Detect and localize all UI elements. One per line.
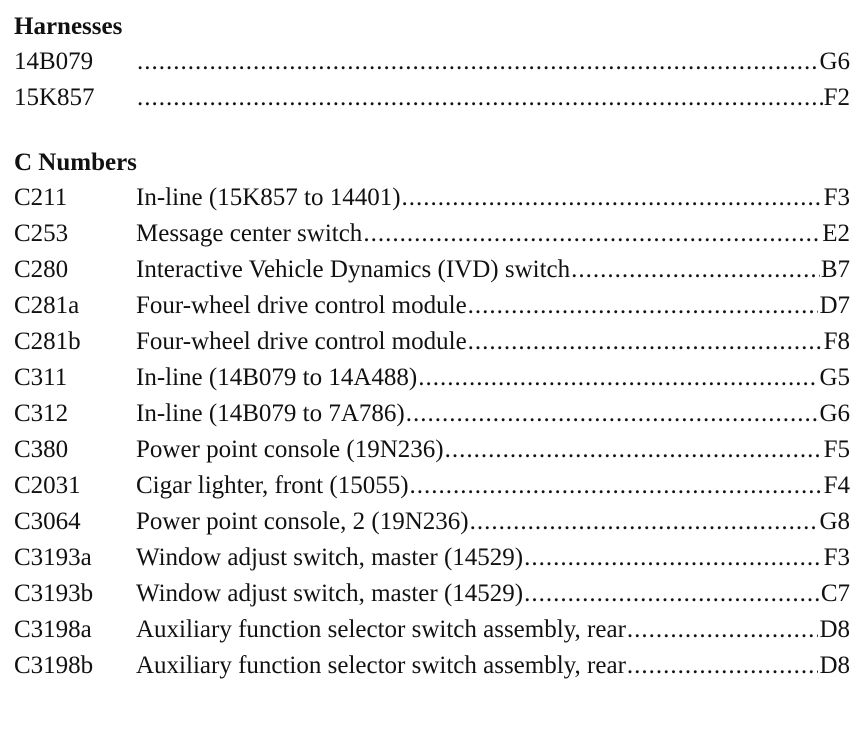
harnesses-section xyxy=(14,10,850,116)
connector-description: Cigar lighter, front (15055) xyxy=(136,472,409,499)
dot-leader xyxy=(363,216,821,252)
index-row xyxy=(14,648,850,684)
connector-code: C3064 xyxy=(14,508,81,535)
index-row xyxy=(14,468,850,504)
grid-location: G8 xyxy=(819,508,850,535)
index-row xyxy=(14,180,850,216)
index-row xyxy=(14,432,850,468)
connector-code: C281a xyxy=(14,292,80,319)
connector-code: C3193a xyxy=(14,544,92,571)
connector-code: C312 xyxy=(14,400,69,427)
index-row xyxy=(14,612,850,648)
grid-location: G6 xyxy=(819,400,850,427)
dot-leader xyxy=(470,504,819,540)
connector-code: C253 xyxy=(14,220,69,247)
connector-description: Power point console, 2 (19N236) xyxy=(136,508,469,535)
dot-leader xyxy=(627,612,819,648)
harness-code: 14B079 xyxy=(14,48,94,75)
dot-leader xyxy=(524,540,822,576)
dot-leader xyxy=(410,468,823,504)
index-row xyxy=(14,80,850,116)
connector-code: C2031 xyxy=(14,472,81,499)
connector-description: Interactive Vehicle Dynamics (IVD) switch xyxy=(136,256,571,283)
connector-description: In-line (14B079 to 7A786) xyxy=(136,400,405,427)
connector-description: Four-wheel drive control module xyxy=(136,292,467,319)
dot-leader xyxy=(627,648,819,684)
index-row xyxy=(14,324,850,360)
connector-code: C3198b xyxy=(14,652,94,679)
connector-description: In-line (14B079 to 14A488) xyxy=(136,364,418,391)
grid-location: F4 xyxy=(823,472,850,499)
grid-location: C7 xyxy=(820,580,850,607)
index-row xyxy=(14,504,850,540)
dot-leader xyxy=(137,80,823,116)
grid-location: D8 xyxy=(819,616,850,643)
connector-description: In-line (15K857 to 14401) xyxy=(136,184,401,211)
dot-leader xyxy=(468,288,819,324)
connector-code: C3198a xyxy=(14,616,92,643)
grid-location: G6 xyxy=(819,48,850,75)
index-row xyxy=(14,216,850,252)
index-row xyxy=(14,576,850,612)
connector-code: C380 xyxy=(14,436,69,463)
section-heading: Harnesses xyxy=(14,13,123,40)
connector-code: C311 xyxy=(14,364,68,391)
connector-description: Window adjust switch, master (14529) xyxy=(136,544,524,571)
connector-description: Message center switch xyxy=(136,220,363,247)
grid-location: F3 xyxy=(823,184,850,211)
grid-location: F5 xyxy=(823,436,850,463)
connector-description: Window adjust switch, master (14529) xyxy=(136,580,524,607)
connector-code: C280 xyxy=(14,256,69,283)
grid-location: D8 xyxy=(819,652,850,679)
c-numbers-section xyxy=(14,146,850,684)
harness-code: 15K857 xyxy=(14,84,95,111)
dot-leader xyxy=(445,432,823,468)
dot-leader xyxy=(137,44,818,80)
dot-leader xyxy=(571,252,820,288)
grid-location: D7 xyxy=(819,292,850,319)
grid-location: G5 xyxy=(819,364,850,391)
grid-location: F8 xyxy=(823,328,850,355)
index-row xyxy=(14,288,850,324)
connector-description: Auxiliary function selector switch assembly, rear xyxy=(136,616,626,643)
index-row xyxy=(14,44,850,80)
section-heading: C Numbers xyxy=(14,149,137,176)
grid-location: E2 xyxy=(822,220,850,247)
dot-leader xyxy=(406,396,819,432)
connector-description: Power point console (19N236) xyxy=(136,436,444,463)
grid-location: B7 xyxy=(820,256,850,283)
connector-description: Four-wheel drive control module xyxy=(136,328,467,355)
grid-location: F3 xyxy=(823,544,850,571)
index-row xyxy=(14,540,850,576)
connector-code: C211 xyxy=(14,184,68,211)
grid-location: F2 xyxy=(823,84,850,111)
dot-leader xyxy=(468,324,823,360)
dot-leader xyxy=(524,576,820,612)
connector-description: Auxiliary function selector switch assembly, rear xyxy=(136,652,626,679)
dot-leader xyxy=(402,180,823,216)
connector-code: C3193b xyxy=(14,580,94,607)
index-row xyxy=(14,360,850,396)
index-row xyxy=(14,396,850,432)
connector-code: C281b xyxy=(14,328,81,355)
index-row xyxy=(14,252,850,288)
dot-leader xyxy=(418,360,818,396)
